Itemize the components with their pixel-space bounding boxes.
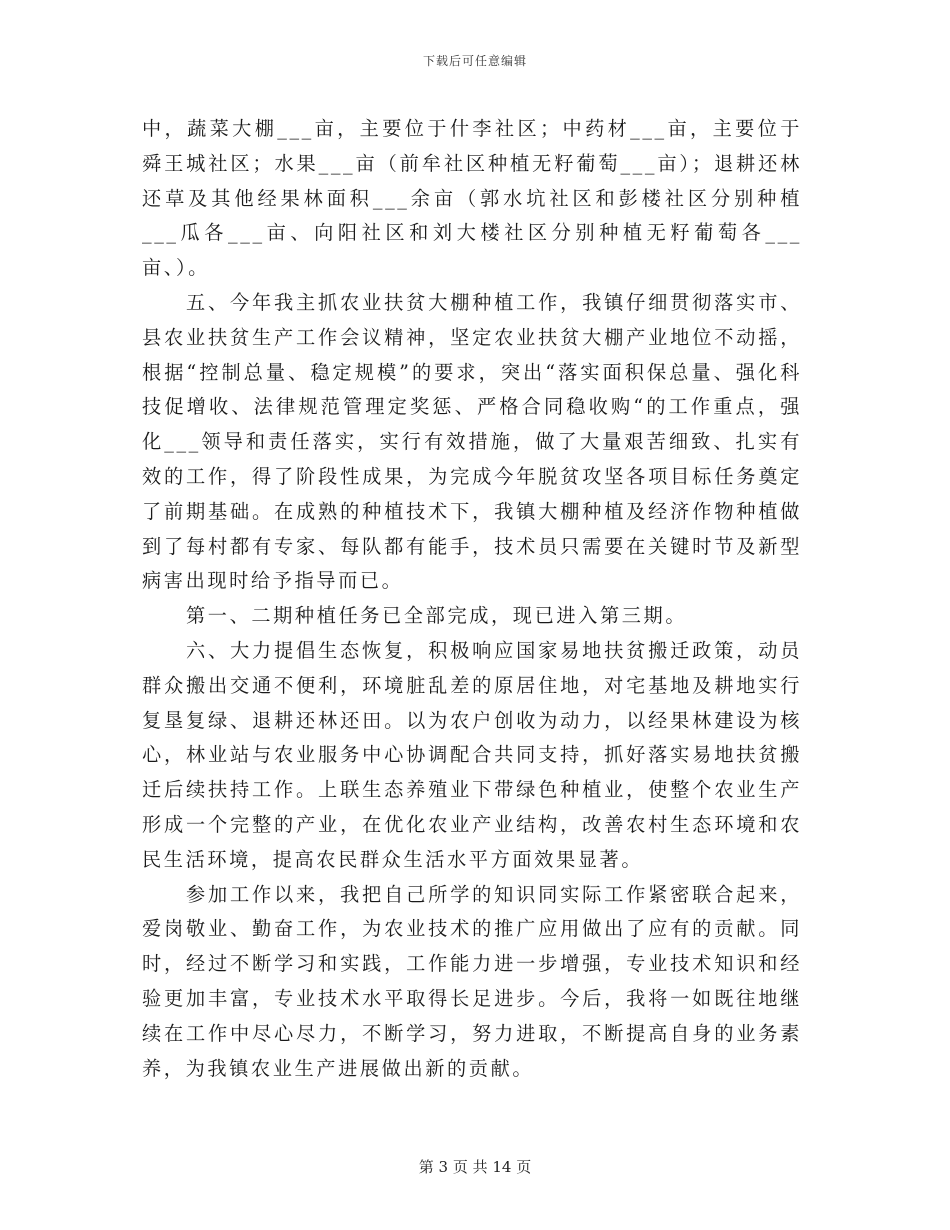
page-header-note: 下载后可任意编辑 (422, 54, 527, 68)
paragraph-greenhouse-poverty-alleviation: 五、今年我主抓农业扶贫大棚种植工作，我镇仔细贯彻落实市、县农业扶贫生产工作会议精神，坚定农业扶贫大棚产业地位不动摇，根据“控制总量、稳定规模”的要求，突出“落实面积保总量、强化科技促增收、法律规范管理定奖惩、严格合同稳收购“的工作重点，强化___领导和责任落实，实行有效措施，做了大量艰苦细致、扎实有效的工作，得了阶段性成果，为完成今年脱贫攻坚各项目标任务奠定了前期基础。在成熟的种植技术下，我镇大棚种植及经济作物种植做到了每村都有专家、每队都有能手，技术员只需要在关键时节及新型病害出现时给予指导而已。 (142, 290, 802, 593)
paragraph-crop-areas: 中，蔬菜大棚___亩，主要位于什李社区；中药材___亩，主要位于舜王城社区；水果___亩（前牟社区种植无籽葡萄___亩）；退耕还林还草及其他经果林面积___余亩（郭水坑社区和彭楼社区分别种植___瓜各___亩、向阳社区和刘大楼社区分别种植无籽葡萄各___亩、）。 (142, 117, 802, 280)
paragraph-ecological-restoration: 六、大力提倡生态恢复，积极响应国家易地扶贫搬迁政策，动员群众搬出交通不便利，环境脏乱差的原居住地，对宅基地及耕地实行复垦复绿、退耕还林还田。以为农户创收为动力，以经果林建设为核心，林业站与农业服务中心协调配合共同支持，抓好落实易地扶贫搬迁后续扶持工作。上联生态养殖业下带绿色种植业，使整个农业生产形成一个完整的产业，在优化农业产业结构，改善农村生态环境和农民生活环境，提高农民群众生活水平方面效果显著。 (142, 638, 802, 871)
document-body (142, 112, 802, 1086)
paragraph-planting-phases: 第一、二期种植任务已全部完成，现已进入第三期。 (186, 604, 688, 628)
paragraph-work-summary: 参加工作以来，我把自己所学的知识同实际工作紧密联合起来，爱岗敬业、勤奋工作，为农业技术的推广应用做出了应有的贡献。同时，经过不断学习和实践，工作能力进一步增强，专业技术知识和经验更加丰富，专业技术水平取得长足进步。今后，我将一如既往地继续在工作中尽心尽力，不断学习，努力进取，不断提高自身的业务素养，为我镇农业生产进展做出新的贡献。 (142, 882, 802, 1080)
page-number: 第 3 页 共 14 页 (418, 1158, 532, 1176)
